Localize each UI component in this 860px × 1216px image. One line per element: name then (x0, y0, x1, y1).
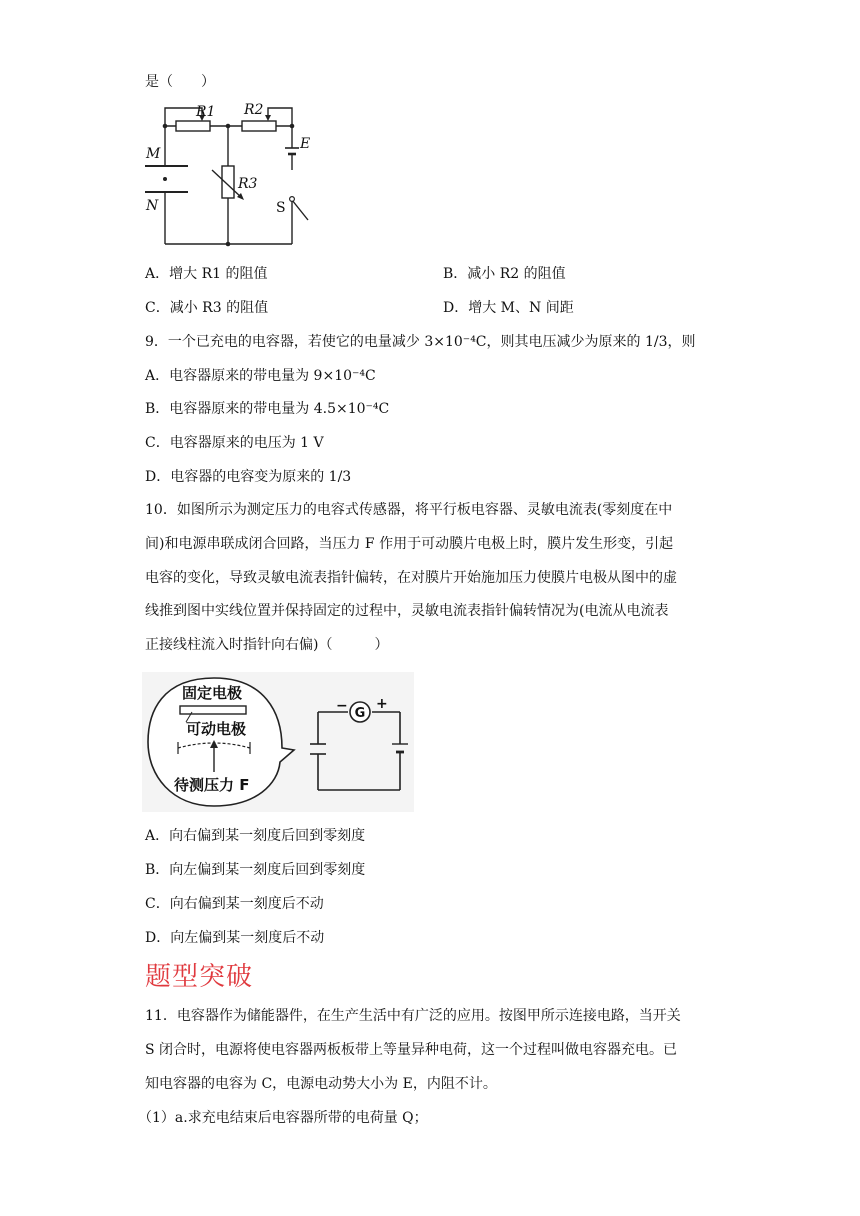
q8-option-a: A．增大 R1 的阻值 (145, 266, 268, 282)
q9-option-b: B．电容器原来的带电量为 4.5×10⁻⁴C (145, 401, 390, 417)
q11-stem-line: S 闭合时，电源将使电容器两板板带上等量异种电荷，这一个过程叫做电容器充电。已 (145, 1042, 678, 1058)
q10-stem-line: 正接线柱流入时指针向右偏)（ ） (145, 637, 389, 653)
q10-option-b: B．向左偏到某一刻度后回到零刻度 (145, 862, 366, 878)
q10-stem-line: 线推到图中实线位置并保持固定的过程中，灵敏电流表指针偏转情况为(电流从电流表 (145, 603, 669, 619)
q10-stem-line: 电容的变化，导致灵敏电流表指针偏转，在对膜片开始施加压力使膜片电极从图中的虚 (145, 570, 677, 586)
q9-stem: 9．一个已充电的电容器，若使它的电量减少 3×10⁻⁴C，则其电压减少为原来的 1/3，则 (145, 334, 696, 350)
movable-electrode-label: 可动电极 (186, 720, 247, 738)
q11-subquestion-1: （1）a.求充电结束后电容器所带的电荷量 Q； (138, 1110, 428, 1126)
label-n: N (146, 198, 159, 214)
q8-option-d: D．增大 M、N 间距 (443, 300, 574, 316)
q10-option-a: A．向右偏到某一刻度后回到零刻度 (145, 828, 366, 844)
label-r1: R1 (196, 104, 216, 120)
q10-sensor-diagram (142, 672, 414, 812)
label-r2: R2 (244, 102, 264, 118)
label-e: E (300, 136, 311, 152)
q8-circuit-diagram (140, 96, 320, 252)
galvanometer-label: G (354, 706, 366, 721)
label-s: S (276, 200, 286, 216)
q10-stem-line: 间)和电源串联成闭合回路，当压力 F 作用于可动膜片电极上时，膜片发生形变，引起 (145, 536, 674, 552)
label-m: M (146, 146, 161, 162)
q10-option-c: C．向右偏到某一刻度后不动 (145, 896, 324, 912)
minus-terminal: − (336, 698, 348, 714)
q10-option-d: D．向左偏到某一刻度后不动 (145, 930, 325, 946)
q9-option-a: A．电容器原来的带电量为 9×10⁻⁴C (145, 368, 376, 384)
fixed-electrode-label: 固定电极 (182, 684, 243, 702)
label-r3: R3 (238, 176, 258, 192)
q8-stem-tail: 是（ ） (145, 74, 215, 90)
q8-option-b: B．减小 R2 的阻值 (443, 266, 566, 282)
plus-terminal: + (376, 696, 388, 712)
pressure-label: 待测压力 F (174, 776, 250, 794)
section-title: 题型突破 (145, 962, 254, 992)
q9-option-c: C．电容器原来的电压为 1 V (145, 435, 324, 451)
q9-option-d: D．电容器的电容变为原来的 1/3 (145, 469, 352, 485)
q11-stem-line: 11．电容器作为储能器件，在生产生活中有广泛的应用。按图甲所示连接电路，当开关 (145, 1008, 681, 1024)
q10-stem-line: 10．如图所示为测定压力的电容式传感器，将平行板电容器、灵敏电流表(零刻度在中 (145, 502, 673, 518)
q8-option-c: C．减小 R3 的阻值 (145, 300, 269, 316)
q11-stem-line: 知电容器的电容为 C，电源电动势大小为 E，内阻不计。 (145, 1076, 497, 1092)
